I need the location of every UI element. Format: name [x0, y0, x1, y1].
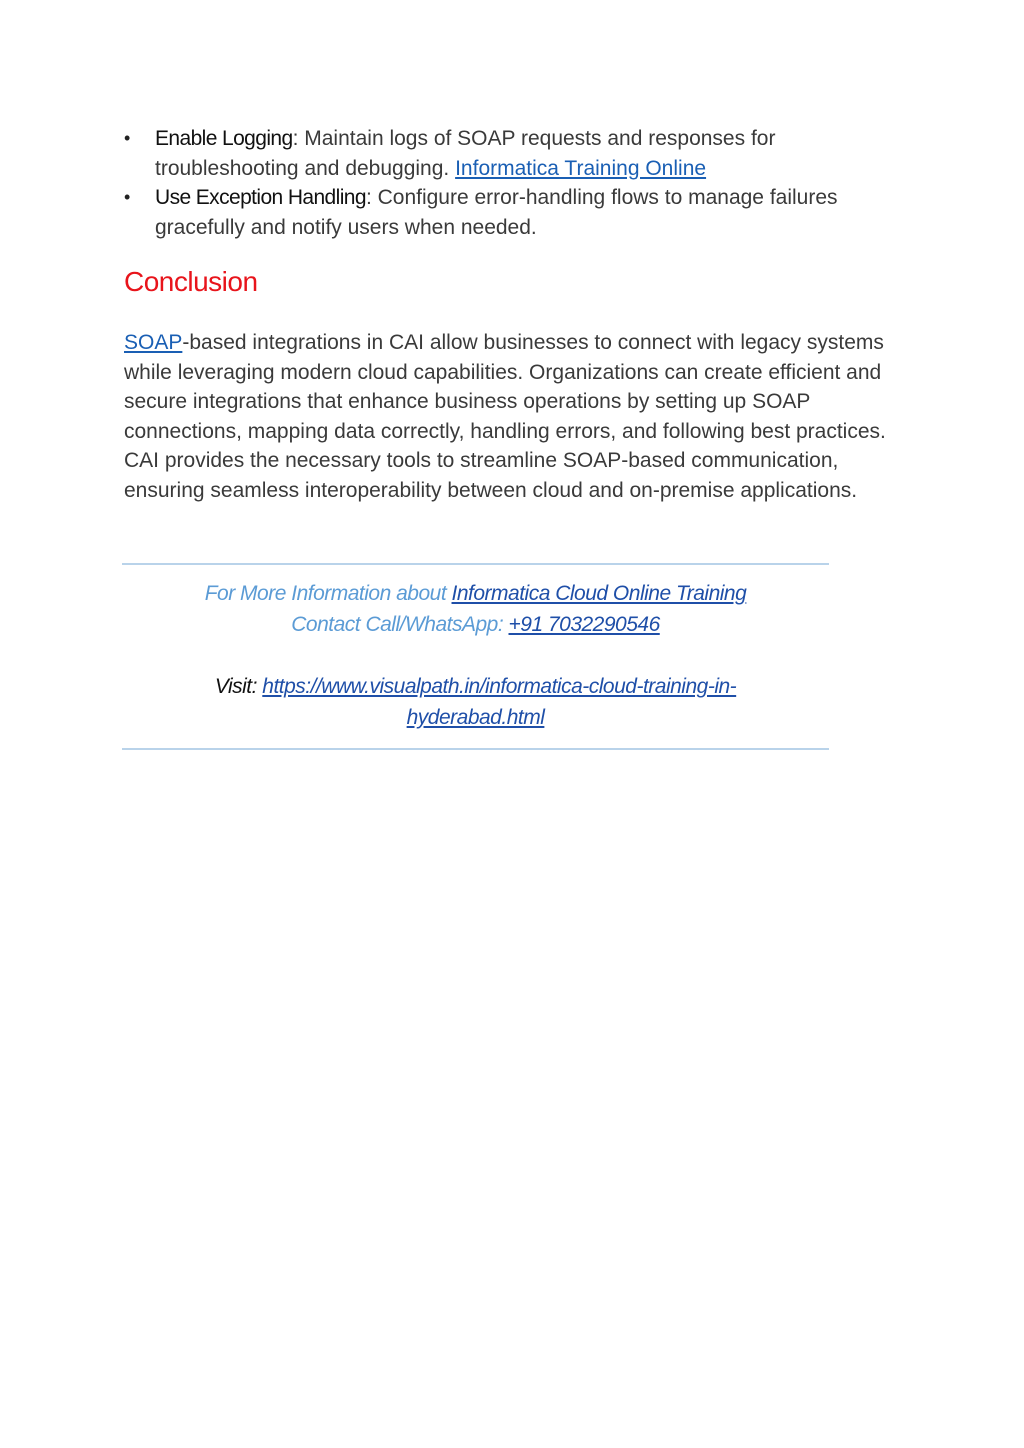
visit-line [122, 675, 829, 699]
list-item-enable-logging [124, 124, 904, 183]
informatica-training-online-link[interactable]: Informatica Training Online [455, 156, 707, 180]
contact-info-box [122, 563, 829, 750]
contact-line [122, 613, 829, 637]
phone-link[interactable]: +91 7032290546 [508, 613, 660, 636]
bullet-text: : Configure error-handling flows to manage failures gracefully and notify users when needed. [155, 186, 838, 239]
bullet-term: Enable Logging [155, 127, 293, 150]
bullet-text: : Maintain logs of SOAP requests and responses for troubleshooting and debugging. [155, 127, 776, 180]
soap-link[interactable]: SOAP [124, 331, 183, 354]
list-item-exception-handling [124, 183, 904, 242]
conclusion-paragraph [124, 328, 914, 505]
website-link[interactable]: https://www.visualpath.in/informatica-cloud-training-in- [262, 675, 737, 698]
contact-label: Contact Call/WhatsApp: [291, 613, 509, 636]
bullet-icon: • [124, 187, 131, 207]
course-link[interactable]: Informatica Cloud Online Training [451, 582, 747, 605]
visit-label: Visit: [214, 675, 263, 698]
bullet-icon: • [124, 128, 131, 148]
bullet-term: Use Exception Handling [155, 186, 366, 209]
more-info-line [122, 582, 829, 606]
website-link-continued[interactable]: hyderabad.html [406, 706, 545, 729]
conclusion-body: -based integrations in CAI allow businesses to connect with legacy systems while leveraging modern cloud capabilities. Organizations can create efficient and secure integrations that enhance business operations by setting up SOAP connections, mapping data correctly, handling errors, and following best practices. CAI provides the necessary tools to streamline SOAP-based communication, ensuring seamless interoperability between cloud and on-premise applications. [124, 331, 886, 502]
more-info-label: For More Information about [204, 582, 452, 605]
best-practices-list [124, 124, 904, 242]
conclusion-heading: Conclusion [124, 266, 258, 297]
visit-line-continued [122, 706, 829, 730]
